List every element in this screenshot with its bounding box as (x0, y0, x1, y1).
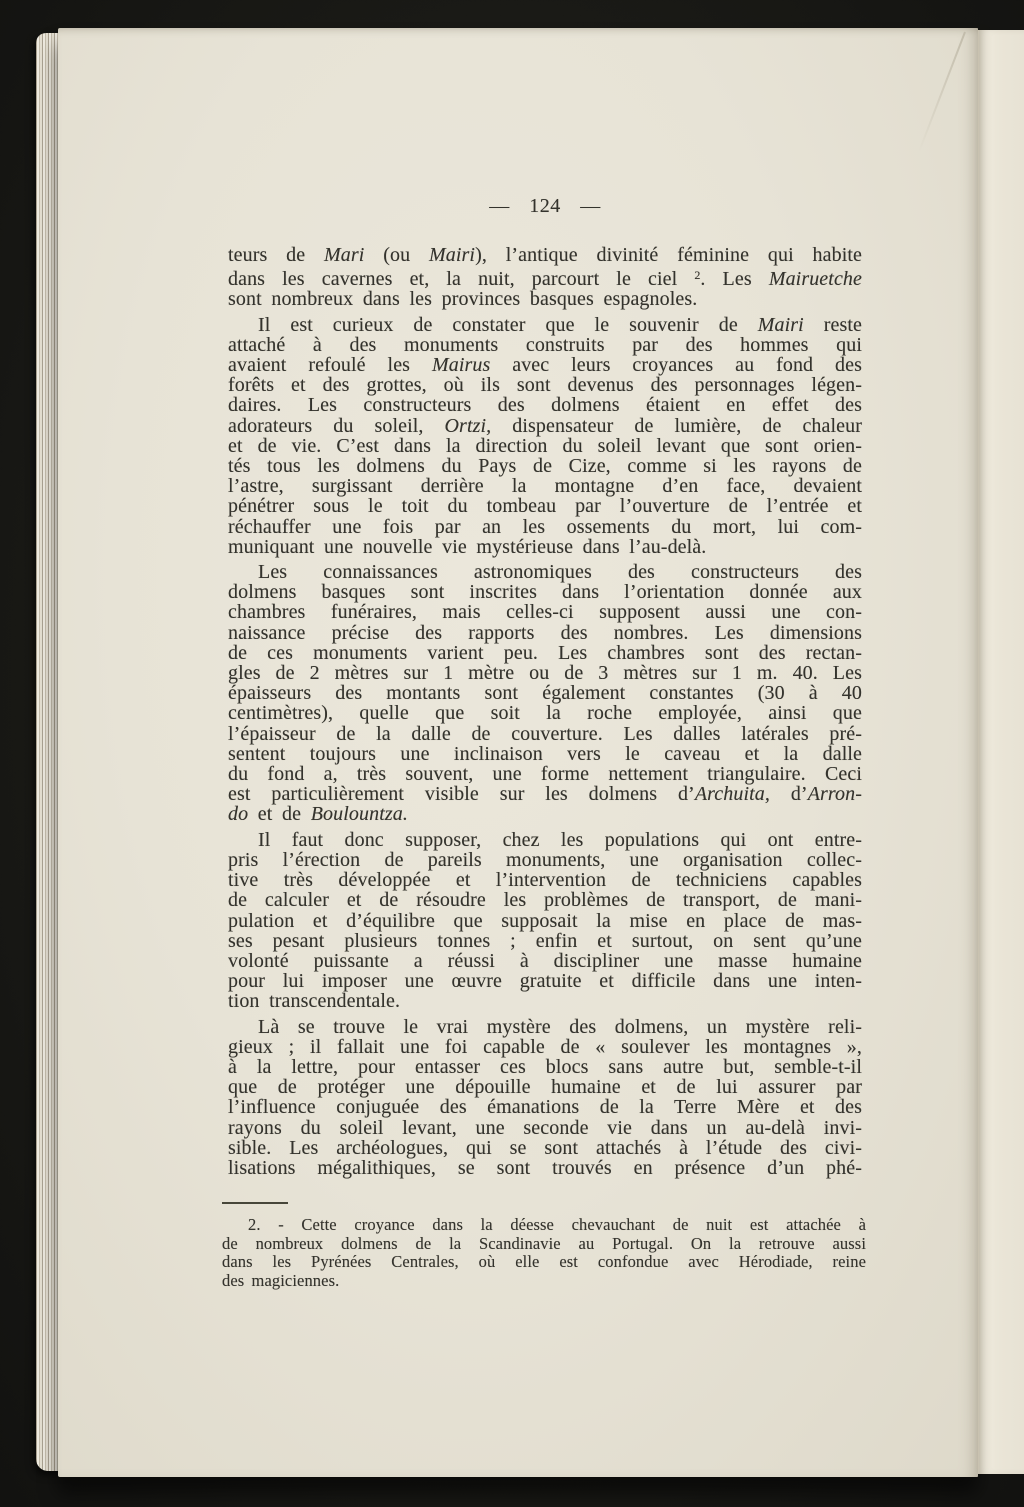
text-line (228, 265, 862, 289)
text-run: ), l’antique divinité féminine qui habite (475, 244, 862, 266)
text-run: gles de 2 mètres sur 1 mètre ou de 3 mètres sur 1 m. 40. Les (228, 662, 862, 685)
text-run: attaché à des monuments construits par des hommes qui (228, 333, 862, 356)
text-line (228, 1037, 862, 1057)
text-run: et de vie. C’est dans la direction du soleil levant que sont orien- (228, 434, 862, 457)
text-run: chambres funéraires, mais celles-ci supposent aussi une con- (228, 601, 862, 624)
text-run: pulation et d’équilibre que supposait la mise en place de mas- (228, 909, 862, 932)
italic-text: do (228, 803, 249, 826)
text-line (228, 436, 862, 456)
text-line (228, 602, 862, 622)
next-page-edge (978, 30, 1024, 1474)
text-run: des magiciennes. (222, 1270, 340, 1290)
text-run: sont nombreux dans les provinces basques espagnoles. (228, 288, 698, 311)
text-run: d’ (769, 783, 808, 806)
text-line (228, 289, 862, 309)
text-run: muniquant une nouvelle vie mystérieuse dans l’au-delà. (228, 535, 707, 558)
italic-text: Mairi (757, 313, 804, 336)
text-line (228, 517, 862, 537)
text-line (228, 456, 862, 476)
text-run: gieux ; il fallait une foi capable de « soulever les montagnes », (228, 1035, 862, 1058)
footnote-section (222, 1202, 866, 1290)
text-run: sible. Les archéologues, qui se sont attachés à l’étude des civi- (228, 1136, 862, 1159)
text-line (228, 582, 862, 602)
text-run: dispensateur de lumière, de chaleur (491, 414, 862, 437)
text-run: pénétrer sous le toit du tombeau par l’ouverture de l’entrée et (228, 495, 862, 518)
italic-text: Mari (324, 244, 365, 266)
text-run: teurs de (228, 244, 325, 266)
paragraph (228, 1017, 862, 1179)
text-line (228, 870, 862, 890)
italic-text: Ortzi, (444, 414, 492, 437)
text-line (228, 1057, 862, 1077)
text-run: daires. Les constructeurs des dolmens étaient en effet des (228, 394, 862, 417)
text-run: Il faut donc supposer, chez les populations qui ont entre- (258, 828, 862, 851)
italic-text: Arron- (807, 783, 862, 806)
text-run: l’influence conjuguée des émanations de la Terre Mère et des (228, 1096, 862, 1119)
text-line (228, 623, 862, 643)
text-run: centimètres), quelle que soit la roche employée, ainsi que (228, 702, 862, 725)
paragraph (228, 315, 862, 557)
text-run: naissance précise des rapports des nombres. Les dimensions (228, 621, 862, 644)
text-run: est particulièrement visible sur les dolmens d’ (228, 783, 695, 806)
text-run: . Les (700, 268, 769, 291)
text-run: rayons du soleil levant, une seconde vie dans un au-delà invi- (228, 1116, 862, 1139)
text-run: 2. - Cette croyance dans la déesse chevauchant de nuit est attachée à (248, 1215, 866, 1235)
text-run: pour lui imposer une œuvre gratuite et difficile dans une inten- (228, 970, 862, 993)
text-run: épaisseurs des montants sont également constantes (30 à 40 (228, 682, 862, 705)
text-run: volonté puissante a réussi à discipliner une masse humaine (228, 949, 862, 972)
text-line (228, 971, 862, 991)
text-line (228, 1158, 862, 1178)
italic-text: Archuita, (694, 783, 770, 806)
text-line (228, 562, 862, 582)
text-line (228, 830, 862, 850)
italic-text: Mairuetche (768, 268, 862, 291)
text-line (228, 784, 862, 804)
text-line (228, 375, 862, 395)
book-page (58, 28, 978, 1477)
text-run: forêts et des grottes, où ils sont devenus des personnages légen- (228, 374, 862, 397)
text-run: pris l’érection de pareils monuments, une organisation collec- (228, 848, 862, 871)
text-run: de ces monuments varient peu. Les chambres sont des rectan- (228, 641, 862, 664)
italic-text: Boulountza. (310, 803, 408, 826)
footnote-text (222, 1216, 866, 1290)
text-line (228, 355, 862, 375)
text-line (228, 931, 862, 951)
text-line (228, 335, 862, 355)
text-line (228, 663, 862, 683)
text-run: tive très développée et l’intervention de techniciens capables (228, 869, 862, 892)
text-run: tion transcendentale. (228, 990, 401, 1013)
text-line (228, 703, 862, 723)
text-line (222, 1253, 866, 1272)
text-run: avec leurs croyances au fond des (490, 354, 862, 377)
text-run: Là se trouve le vrai mystère des dolmens, un mystère reli- (258, 1015, 862, 1038)
text-run: de calculer et de résoudre les problèmes de transport, de mani- (228, 889, 862, 912)
text-run: et de (248, 803, 311, 826)
text-column (222, 195, 866, 1291)
text-line (228, 496, 862, 516)
text-line (228, 1077, 862, 1097)
paragraph (228, 830, 862, 1012)
text-run: Il est curieux de constater que le souvenir de (258, 313, 758, 336)
text-run: que de protéger une dépouille humaine et de lui assurer par (228, 1076, 862, 1099)
page-number: — 124 — (489, 195, 601, 217)
text-run: ses pesant plusieurs tonnes ; enfin et surtout, on sent qu’une (228, 929, 862, 952)
text-line (228, 245, 862, 265)
text-run: à la lettre, pour entasser ces blocs sans autre but, semble-t-il (228, 1055, 862, 1078)
text-line (228, 764, 862, 784)
text-line (228, 951, 862, 971)
text-line (228, 643, 862, 663)
body-text (228, 245, 862, 1178)
text-line (228, 1097, 862, 1117)
text-line (228, 1138, 862, 1158)
text-line (228, 476, 862, 496)
text-run: reste (803, 313, 863, 336)
text-run: tés tous les dolmens du Pays de Cize, comme si les rayons de (228, 455, 862, 478)
text-line (228, 537, 862, 557)
text-line (222, 1216, 866, 1235)
text-run: (ou (364, 244, 429, 266)
text-line (228, 991, 862, 1011)
text-run: lisations mégalithiques, se sont trouvés en présence d’un phé- (228, 1156, 862, 1179)
text-run: adorateurs du soleil, (228, 414, 445, 437)
text-line (228, 416, 862, 436)
text-run: de nombreux dolmens de la Scandinavie au Portugal. On la retrouve aussi (222, 1233, 866, 1253)
text-run: dolmens basques sont inscrites dans l’orientation donnée aux (228, 581, 862, 604)
text-line (228, 315, 862, 335)
text-line (228, 744, 862, 764)
text-run: réchauffer une fois par an les ossements du mort, lui com- (228, 515, 862, 538)
text-run: avaient refoulé les (228, 354, 432, 377)
page-crease (918, 32, 966, 152)
text-run: dans les Pyrénées Centrales, où elle est confondue avec Hérodiade, reine (222, 1252, 866, 1272)
text-line (228, 683, 862, 703)
text-line (228, 1118, 862, 1138)
text-line (228, 850, 862, 870)
paragraph (228, 562, 862, 825)
text-line (228, 1017, 862, 1037)
italic-text: Mairus (431, 354, 491, 377)
paragraph (228, 245, 862, 310)
text-line (228, 911, 862, 931)
italic-text: Mairi (429, 244, 476, 266)
text-line (222, 1235, 866, 1254)
footnote-rule (222, 1202, 288, 1204)
text-run: l’astre, surgissant derrière la montagne d’en face, devaient (228, 475, 862, 498)
text-run: dans les cavernes et, la nuit, parcourt le ciel (228, 268, 695, 291)
text-line (222, 1272, 866, 1291)
text-line (228, 724, 862, 744)
text-run: sentent toujours une inclinaison vers le caveau et la dalle (228, 742, 862, 765)
footnote-ref-superscript: 2 (694, 268, 701, 283)
text-run: l’épaisseur de la dalle de couverture. Les dalles latérales pré- (228, 722, 862, 745)
text-run: Les connaissances astronomiques des constructeurs des (258, 561, 862, 584)
text-line (228, 395, 862, 415)
text-line (228, 890, 862, 910)
text-line (228, 804, 862, 824)
text-run: du fond a, très souvent, une forme nettement triangulaire. Ceci (228, 763, 862, 786)
